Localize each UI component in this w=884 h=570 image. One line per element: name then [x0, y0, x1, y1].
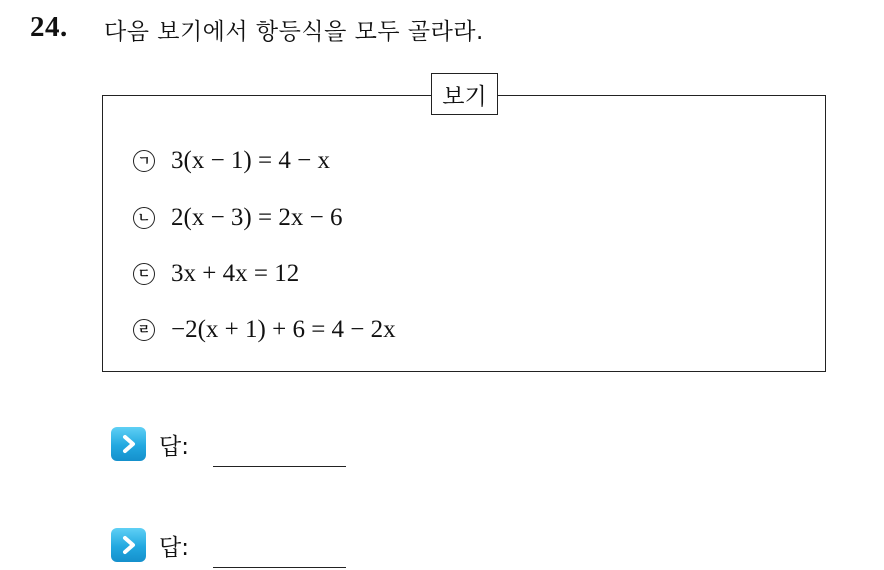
item-marker: ㄹ: [133, 319, 155, 341]
question-text: 다음 보기에서 항등식을 모두 골라라.: [104, 19, 484, 45]
answer-label: 답:: [159, 534, 189, 561]
answer-row-2: [111, 528, 189, 562]
example-item-3: [133, 257, 299, 291]
question-number: 24.: [30, 11, 68, 43]
example-item-2: [133, 201, 342, 235]
item-expression: 3x + 4x = 12: [171, 260, 300, 287]
answer-label: 답:: [159, 433, 189, 460]
answer-blank-2[interactable]: [213, 567, 346, 568]
example-item-1: [133, 144, 330, 178]
example-item-4: [133, 313, 396, 347]
answer-row-1: [111, 427, 189, 461]
item-expression: 2(x − 3) = 2x − 6: [171, 204, 343, 231]
chevron-right-icon: [111, 528, 146, 562]
chevron-right-icon: [111, 427, 146, 461]
item-marker: ㄱ: [133, 150, 155, 172]
item-expression: −2(x + 1) + 6 = 4 − 2x: [171, 316, 396, 343]
item-marker: ㄴ: [133, 207, 155, 229]
answer-blank-1[interactable]: [213, 466, 346, 467]
item-marker: ㄷ: [133, 263, 155, 285]
item-expression: 3(x − 1) = 4 − x: [171, 147, 330, 174]
example-box-label: 보기: [431, 73, 498, 115]
